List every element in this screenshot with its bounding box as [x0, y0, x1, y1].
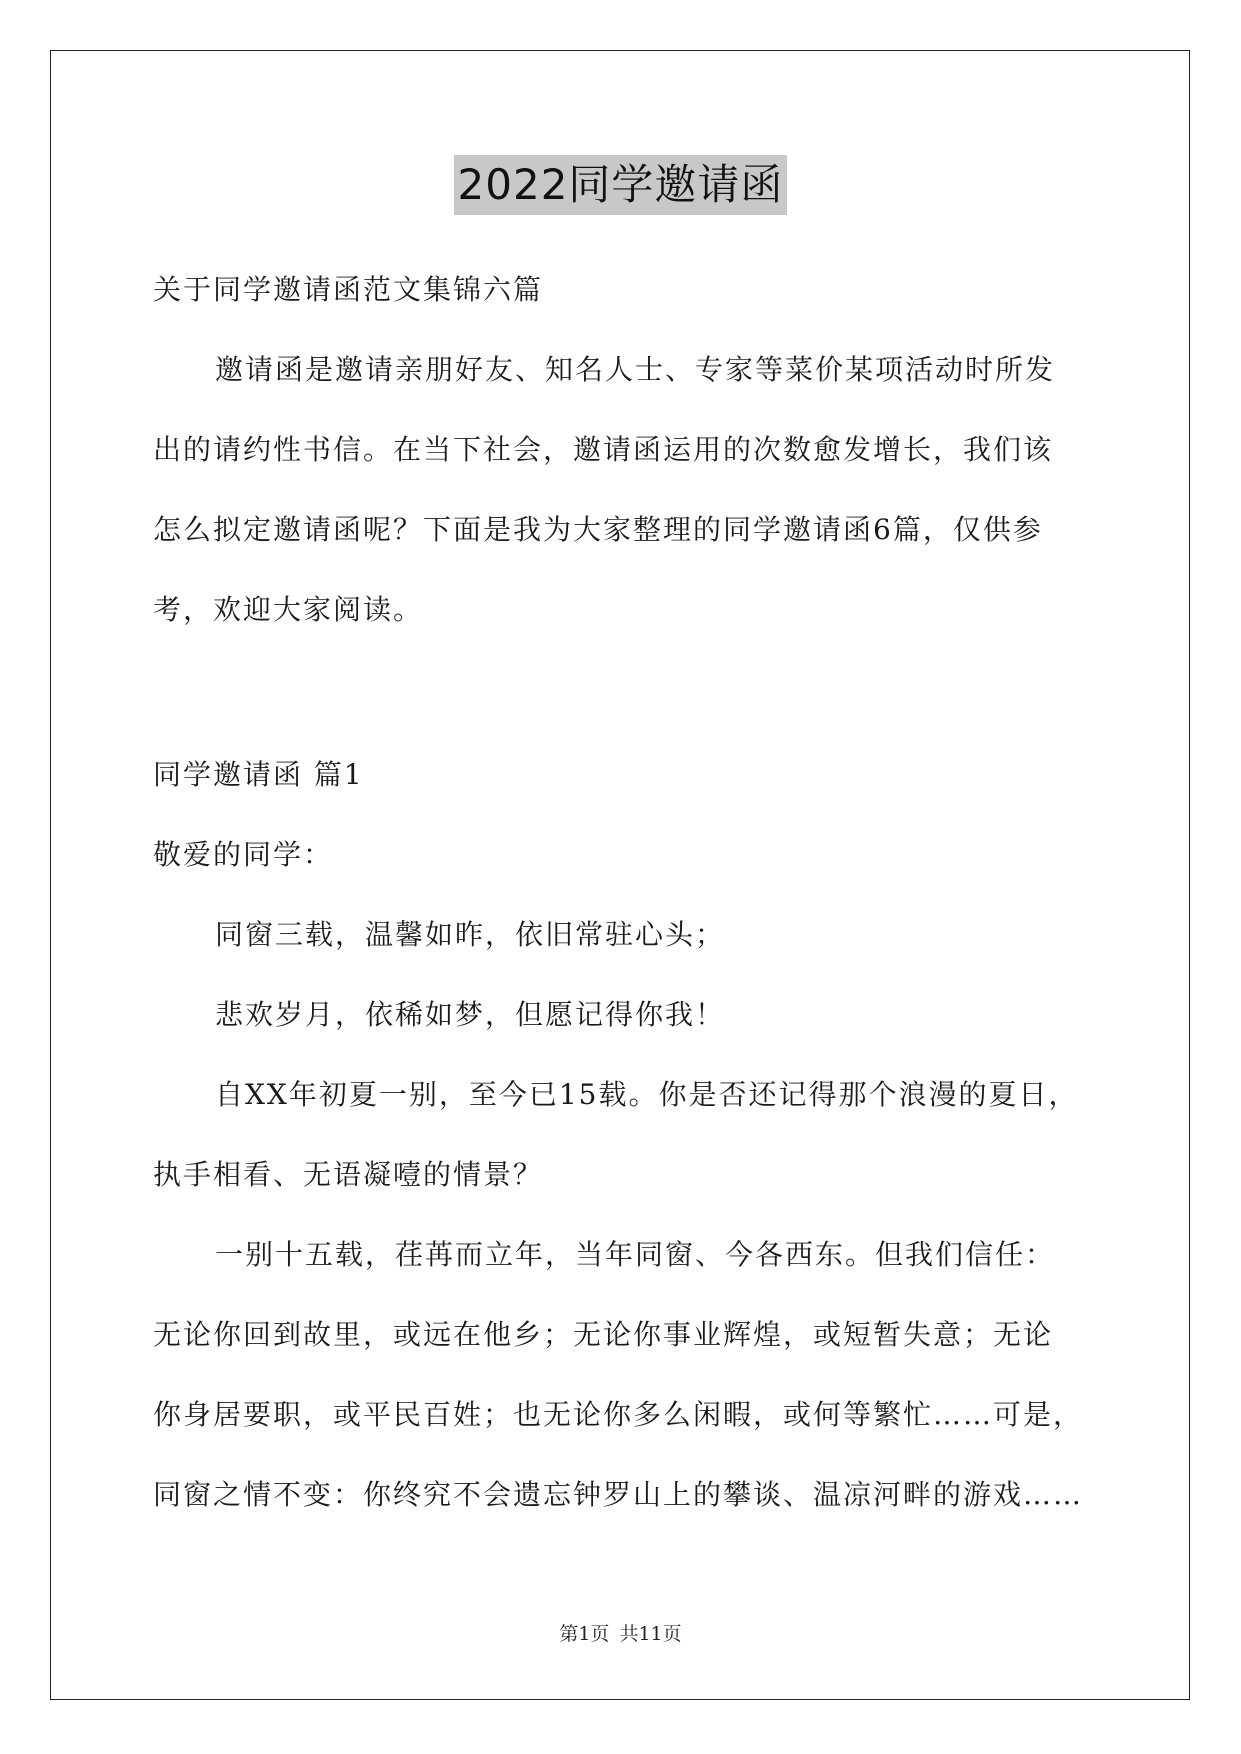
body-line: 执手相看、无语凝噎的情景？ — [153, 1158, 544, 1191]
body-line: 同窗三载，温馨如昨，依旧常驻心头； — [215, 918, 726, 951]
body-line: 同窗之情不变：你终究不会遗忘钟罗山上的攀谈、温凉河畔的游戏…… — [153, 1478, 1084, 1511]
body-line: 自XX年初夏一别，至今已15载。你是否还记得那个浪漫的夏日， — [215, 1078, 1079, 1111]
body-line: 一别十五载，荏苒而立年，当年同窗、今各西东。但我们信任： — [215, 1238, 1056, 1271]
title-container — [0, 155, 1241, 215]
body-line: 你身居要职，或平民百姓；也无论你多么闲暇，或何等繁忙……可是， — [153, 1398, 1084, 1431]
intro-line: 邀请函是邀请亲朋好友、知名人士、专家等菜价某项活动时所发 — [215, 353, 1056, 386]
intro-line: 出的请约性书信。在当下社会，邀请函运用的次数愈发增长，我们该 — [153, 433, 1054, 466]
page-number: 第1页 — [559, 1623, 610, 1645]
intro-line: 怎么拟定邀请函呢？下面是我为大家整理的同学邀请函6篇，仅供参 — [153, 513, 1043, 546]
page-total: 共11页 — [619, 1623, 682, 1645]
section-heading: 同学邀请函 篇1 — [153, 758, 364, 791]
intro-line: 考，欢迎大家阅读。 — [153, 593, 424, 626]
page-footer — [0, 1622, 1241, 1646]
body-line: 无论你回到故里，或远在他乡；无论你事业辉煌，或短暂失意；无论 — [153, 1318, 1054, 1351]
document-subtitle: 关于同学邀请函范文集锦六篇 — [153, 273, 544, 306]
document-title: 2022同学邀请函 — [454, 155, 788, 215]
body-line: 悲欢岁月，依稀如梦，但愿记得你我！ — [215, 998, 726, 1031]
salutation: 敬爱的同学： — [153, 838, 334, 871]
